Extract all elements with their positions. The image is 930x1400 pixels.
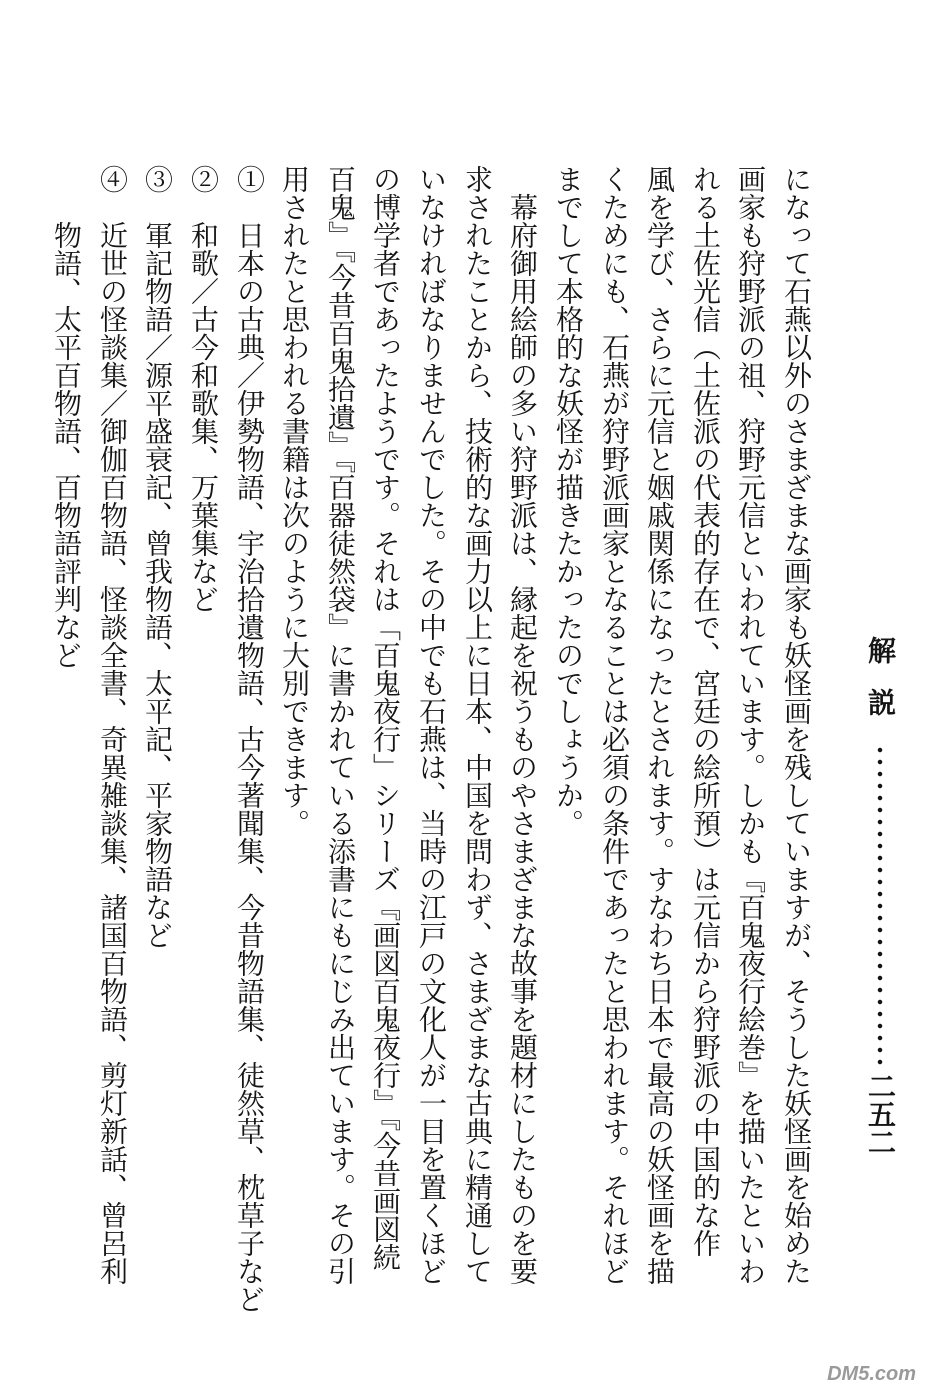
paragraph-column-2: 求されたことから、技術的な画力以上に日本、中国を問わず、さまざまな古典に精通して: [461, 165, 494, 1285]
page-number: 二五二: [864, 1072, 897, 1156]
list-item-3: ③ 軍記物語／源平盛衰記、曾我物語、太平記、平家物語など: [141, 165, 174, 949]
dot-leader: [866, 746, 894, 1066]
body-column-3: れる土佐光信（土佐派の代表的存在で、宮廷の絵所預）は元信から狩野派の中国的な作: [689, 165, 722, 1257]
paragraph-column-4: の博学者であったようです。それは「百鬼夜行」シリーズ『画図百鬼夜行』『今昔画図続: [369, 165, 402, 1271]
paragraph-column-6: 用されたと思われる書籍は次のように大別できます。: [278, 165, 311, 837]
paragraph-column-5: 百鬼』『今昔百鬼拾遺』『百器徒然袋』に書かれている添書にもにじみ出ています。その引: [324, 165, 357, 1285]
paragraph-column-3: いなければなりませんでした。その中でも石燕は、当時の江戸の文化人が一目を置くほど: [415, 165, 448, 1285]
body-column-5: くためにも、石燕が狩野派画家となることは必須の条件であったと思われます。それほど: [598, 165, 631, 1285]
section-title: 解説: [864, 636, 897, 740]
list-item-4: ④ 近世の怪談集／御伽百物語、怪談全書、奇異雑談集、諸国百物語、剪灯新話、曾呂利: [96, 165, 129, 1285]
list-item-1: ① 日本の古典／伊勢物語、宇治拾遺物語、古今著聞集、今昔物語集、徒然草、枕草子など: [233, 165, 266, 1313]
running-header: [860, 636, 900, 1156]
body-column-4: 風を学び、さらに元信と姻戚関係になったとされます。すなわち日本で最高の妖怪画を描: [643, 165, 676, 1285]
body-column-6: までして本格的な妖怪が描きたかったのでしょうか。: [552, 165, 585, 837]
watermark: DM5.com: [827, 1363, 916, 1385]
paragraph-column-1: 幕府御用絵師の多い狩野派は、縁起を祝うものやさまざまな故事を題材にしたものを要: [506, 165, 539, 1285]
body-column-1: になって石燕以外のさまざまな画家も妖怪画を残していますが、そうした妖怪画を始めた: [780, 165, 813, 1285]
body-column-2: 画家も狩野派の祖、狩野元信といわれています。しかも『百鬼夜行絵巻』を描いたといわ: [734, 165, 767, 1285]
list-item-4-continued: 物語、太平百物語、百物語評判など: [50, 165, 83, 669]
list-item-2: ② 和歌／古今和歌集、万葉集など: [187, 165, 220, 613]
